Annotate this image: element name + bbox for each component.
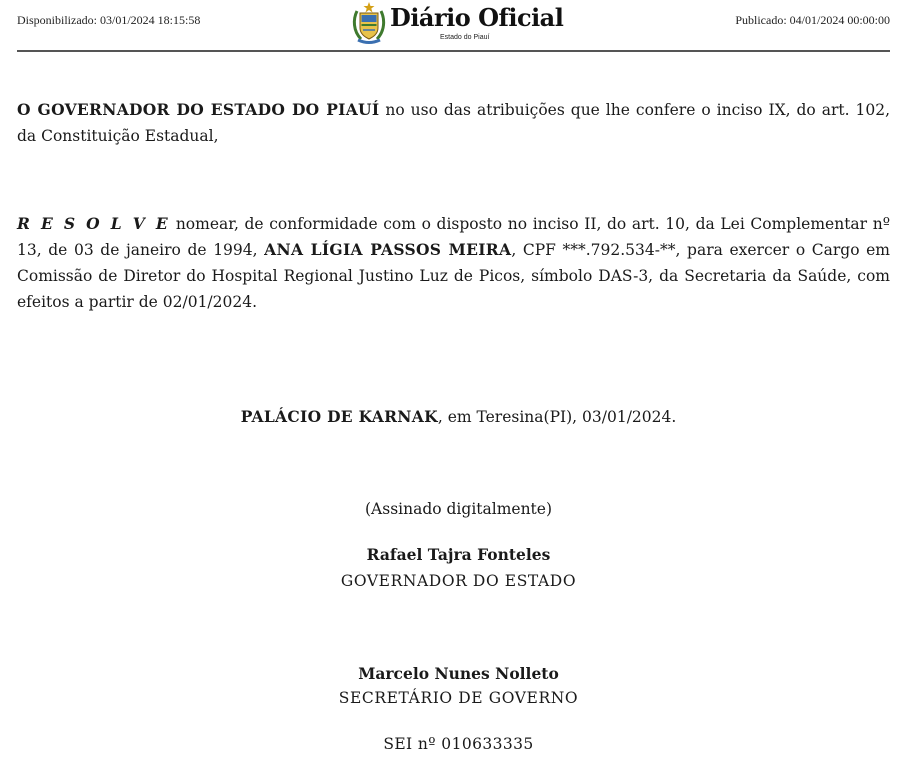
- signer2-name: Marcelo Nunes Nolleto: [358, 664, 559, 683]
- palace-name: PALÁCIO DE KARNAK: [240, 407, 438, 426]
- place-date: , em Teresina(PI), 03/01/2024.: [437, 408, 677, 426]
- signer1-name: Rafael Tajra Fonteles: [366, 545, 551, 564]
- resolution-paragraph: [17, 211, 890, 315]
- publicado-timestamp: Publicado: 04/01/2024 00:00:00: [735, 13, 890, 27]
- place-date-line: [0, 407, 917, 426]
- disponibilizado-timestamp: Disponibilizado: 03/01/2024 18:15:58: [17, 13, 201, 27]
- masthead-subtitle: Estado do Piauí: [440, 34, 490, 41]
- resolution-text-before: nomear, de conformidade com o disposto no inciso II, do art. 10, da Lei Complementar nº 13, de 03 de janeiro de 1994,: [17, 215, 890, 259]
- page-header: [17, 0, 890, 52]
- signer2-role: SECRETÁRIO DE GOVERNO: [338, 689, 579, 707]
- resolve-keyword: R E S O L V E: [17, 214, 171, 233]
- resolution-text-after: , CPF ***.792.534-**, para exercer o Cargo em Comissão de Diretor do Hospital Regional Justino Luz de Picos, símbolo DAS-3, da Secretaria da Saúde, com efeitos a partir de 02/01/2024.: [17, 241, 890, 311]
- preamble-paragraph: [17, 97, 890, 149]
- sei-reference: SEI nº 010633335: [383, 735, 534, 753]
- signer1-role: GOVERNADOR DO ESTADO: [340, 572, 577, 590]
- preamble-text: no uso das atribuições que lhe confere o inciso IX, do art. 102, da Constituição Estadual,: [17, 101, 890, 145]
- state-coat-of-arms-icon: [352, 1, 386, 45]
- appointee-name: ANA LÍGIA PASSOS MEIRA: [264, 240, 512, 259]
- digital-signature-note: (Assinado digitalmente): [365, 500, 552, 518]
- preamble-lead: O GOVERNADOR DO ESTADO DO PIAUÍ: [17, 100, 380, 119]
- masthead-title: Diário Oficial: [390, 3, 564, 32]
- masthead-logo: [352, 1, 564, 47]
